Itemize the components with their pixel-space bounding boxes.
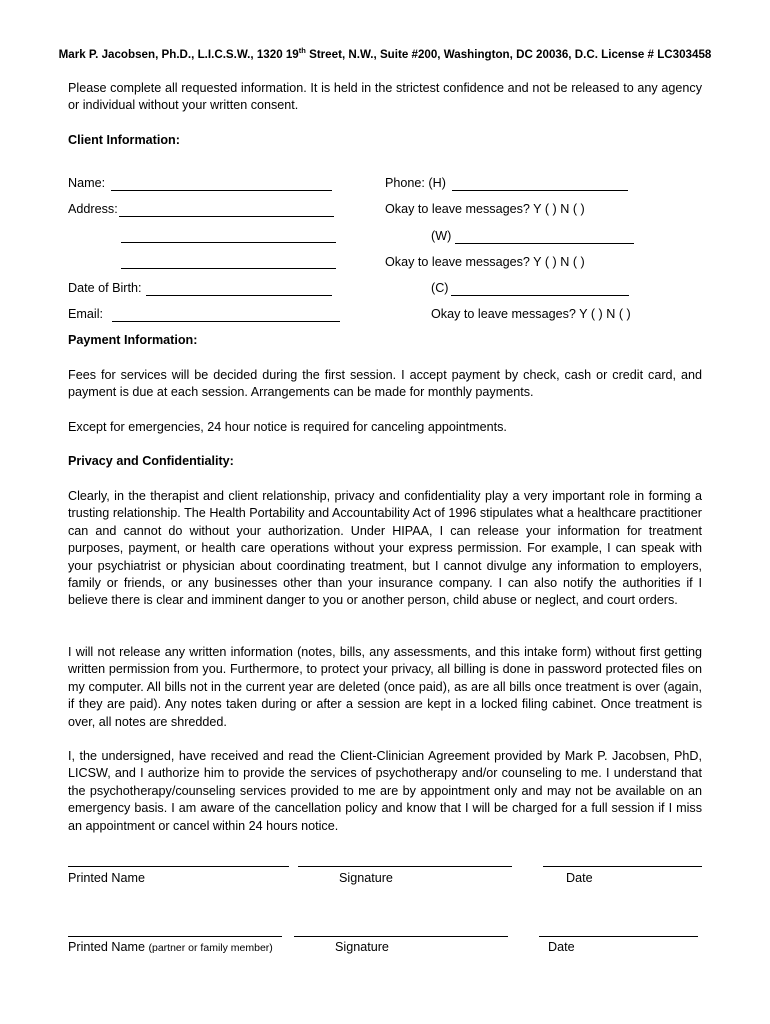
phone-cell-label: (C) xyxy=(431,281,449,295)
partner-printed-name-label xyxy=(68,940,273,954)
intro-paragraph: Please complete all requested information. It is held in the strictest confidence and not be released to any agency or individual without your written consent. xyxy=(68,81,702,113)
address-field-line-2[interactable] xyxy=(121,242,336,243)
partner-signature-line[interactable] xyxy=(294,936,508,937)
date-label: Date xyxy=(566,871,593,885)
partner-printed-name-line[interactable] xyxy=(68,936,282,937)
phone-work-label: (W) xyxy=(431,229,452,243)
phone-cell-field[interactable] xyxy=(451,295,629,296)
address-field-line-3[interactable] xyxy=(121,268,336,269)
cancellation-paragraph: Except for emergencies, 24 hour notice is required for canceling appointments. xyxy=(68,420,507,434)
header-text: Mark P. Jacobsen, Ph.D., L.I.C.S.W., 1320 19 xyxy=(58,47,299,61)
email-field[interactable] xyxy=(112,321,340,322)
page-header xyxy=(0,46,770,61)
header-text-rest: Street, N.W., Suite #200, Washington, DC 20036, D.C. License # LC303458 xyxy=(305,47,712,61)
client-info-heading: Client Information: xyxy=(68,133,180,147)
partner-date-label: Date xyxy=(548,940,575,954)
privacy-paragraph-1: Clearly, in the therapist and client relationship, privacy and confidentiality play a very important role in forming a trusting relationship. The Health Portability and Accountability Act of 1996 stipulates what a healthcare practitioner can and cannot do without your authorization. Under HIPAA, I can release your information for treatment purposes, payment, or health care operations without your express permission. For example, I can speak with your psychiatrist or physician about coordinating treatment, but I cannot divulge any information to employers, family or friends, or any businesses other than your insurance company. I can also notify the authorities if I believe there is clear and imminent danger to you or another person, child abuse or neglect, and court orders. xyxy=(68,489,702,608)
payment-paragraph: Fees for services will be decided during the first session. I accept payment by check, cash or credit card, and payment is due at each session. Arrangements can be made for monthly payments. xyxy=(68,368,702,400)
privacy-paragraph-2: I will not release any written information (notes, bills, any assessments, and this intake form) without first getting written permission from you. Furthermore, to protect your privacy, all billing is done in password protected files on my computer. All bills not in the current year are deleted (once paid), as are all bills once treatment is over (again, if they are paid). Any notes taken during or after a session are kept in a locked filing cabinet. Once treatment is over, all notes are shredded. xyxy=(68,645,702,729)
signature-line[interactable] xyxy=(298,866,512,867)
partner-signature-label: Signature xyxy=(335,940,389,954)
date-line[interactable] xyxy=(543,866,702,867)
printed-name-line[interactable] xyxy=(68,866,289,867)
phone-work-field[interactable] xyxy=(455,243,634,244)
header-superscript: th xyxy=(298,46,306,55)
phone-home-field[interactable] xyxy=(452,190,628,191)
phone-home-label: Phone: (H) xyxy=(385,176,446,190)
name-label: Name: xyxy=(68,176,106,190)
printed-name-label: Printed Name xyxy=(68,871,145,885)
agreement-paragraph: I, the undersigned, have received and read the Client-Clinician Agreement provided by Mark P. Jacobsen, PhD, LICSW, and I authorize him to provide the services of psychotherapy and/or counseling to me. I understand that the psychotherapy/counseling services provided to me are by appointment only and may not be available on an emergency basis. I am aware of the cancellation policy and know that I will be charged for a full session if I miss an appointment or cancel within 24 hours notice. xyxy=(68,749,702,833)
partner-printed-name-text: Printed Name xyxy=(68,940,145,954)
payment-heading: Payment Information: xyxy=(68,333,198,347)
email-label: Email: xyxy=(68,307,103,321)
messages-cell-prompt: Okay to leave messages? Y ( ) N ( ) xyxy=(431,307,631,321)
partner-note: (partner or family member) xyxy=(148,942,273,954)
dob-field[interactable] xyxy=(146,295,332,296)
signature-label: Signature xyxy=(339,871,393,885)
name-field[interactable] xyxy=(111,190,332,191)
privacy-heading: Privacy and Confidentiality: xyxy=(68,454,234,468)
messages-work-prompt: Okay to leave messages? Y ( ) N ( ) xyxy=(385,255,585,269)
messages-home-prompt: Okay to leave messages? Y ( ) N ( ) xyxy=(385,202,585,216)
address-label: Address: xyxy=(68,202,118,216)
address-field-line-1[interactable] xyxy=(119,216,334,217)
partner-date-line[interactable] xyxy=(539,936,698,937)
dob-label: Date of Birth: xyxy=(68,281,142,295)
